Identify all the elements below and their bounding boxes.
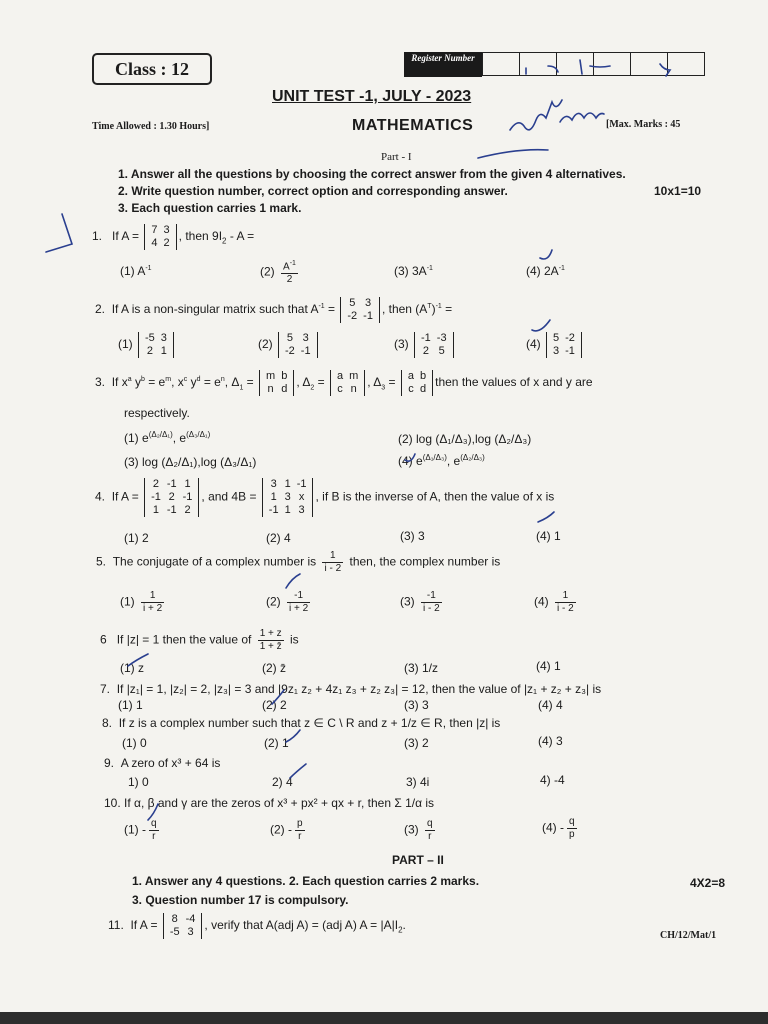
question-7: 7. If |z₁| = 1, |z₂| = 2, |z₃| = 3 and |9z₁ z₂ + 4z₁ z₃ + z₂ z₃| = 12, then the value of |z₁ + z₂ + z₃| is — [100, 682, 602, 696]
q8-option-2[interactable]: (2) 1 — [264, 736, 289, 750]
matrix: 3 1 -1 1 3 x -1 1 3 — [262, 478, 314, 517]
part-2-instruction-2: 3. Question number 17 is compulsory. — [132, 893, 349, 907]
q1-option-3[interactable]: (3) $3A^{-1}$ — [394, 264, 433, 278]
q9-option-2[interactable]: 2) 4 — [272, 775, 293, 789]
max-marks: [Max. Marks : 45 — [606, 119, 681, 130]
q6-option-4[interactable]: (4) 1 — [536, 659, 561, 673]
q6-option-2[interactable]: (2) z̄ — [262, 661, 286, 675]
part-2-heading: PART – II — [392, 853, 444, 867]
q8-option-1[interactable]: (1) 0 — [122, 736, 147, 750]
tick-q1 — [540, 250, 552, 259]
part-2-instruction-1: 1. Answer any 4 questions. 2. Each question carries 2 marks. — [132, 874, 480, 888]
register-digit-box[interactable] — [631, 52, 668, 76]
question-9: 9. A zero of x³ + 64 is — [104, 756, 221, 770]
instruction-3: 3. Each question carries 1 mark. — [118, 201, 302, 215]
q7-option-2[interactable]: (2) 2 — [262, 698, 287, 712]
signature-scribble — [510, 100, 562, 130]
q7-option-4[interactable]: (4) 4 — [538, 698, 563, 712]
matrix: 7 3 4 2 — [144, 224, 176, 250]
part-1-heading: Part - I — [381, 151, 412, 163]
question-5: 5. The conjugate of a complex number is $\frac{1}{i - 2}$ then, the complex number is — [96, 550, 501, 574]
q3-option-1[interactable]: (1) $e^{(\Delta_2/\Delta_1)}$, $e^{(\Delta_3/\Delta_1)}$ — [124, 430, 211, 445]
question-10: 10. If α, β and γ are the zeros of x³ + px² + qx + r, then Σ 1/α is — [104, 796, 435, 810]
page-bottom-edge — [0, 1012, 768, 1024]
question-8: 8. If z is a complex number such that z ∈ C \ R and z + 1/z ∈ R, then |z| is — [102, 716, 501, 730]
matrix: 2 -1 1 -1 2 -1 1 -1 2 — [144, 478, 199, 517]
q7-option-1[interactable]: (1) 1 — [118, 698, 143, 712]
question-6: 6 If |z| = 1 then the value of $\frac{1 + z}{1 + z̄}$ is — [100, 628, 299, 652]
q1-option-1[interactable]: (1) $A^{-1}$ — [120, 264, 152, 278]
q8-option-4[interactable]: (4) 3 — [538, 734, 563, 748]
register-digit-box[interactable] — [668, 52, 705, 76]
check-mark-margin — [46, 214, 72, 252]
q10-option-1[interactable]: (1) - $\frac{q}{r}$ — [124, 818, 157, 842]
question-4: 4. If A = 2 -1 1 -1 2 -1 1 -1 2 , and 4B = 3 1 -1 1 3 x -1 1 3 , if B is the inverse of A, then the value of x is — [95, 478, 555, 516]
class-label: Class : 12 — [92, 53, 212, 85]
q3-option-4[interactable]: (4) $e^{(\Delta_1/\Delta_3)}$, $e^{(\Delta_2/\Delta_3)}$ — [398, 453, 485, 468]
question-1: 1. If A = 7 3 4 2 , then $9I_2$ - A = — [92, 224, 255, 249]
tick-q2 — [532, 320, 550, 331]
q10-option-3[interactable]: (3) $\frac{q}{r}$ — [404, 818, 433, 842]
register-digit-box[interactable] — [594, 52, 631, 76]
q7-option-3[interactable]: (3) 3 — [404, 698, 429, 712]
signature-scribble — [560, 113, 604, 122]
q8-option-3[interactable]: (3) 2 — [404, 736, 429, 750]
register-number-boxes — [482, 52, 705, 76]
q2-option-2[interactable]: (2) 5 3 -2 -1 — [258, 332, 320, 358]
signature-underline — [478, 150, 548, 158]
q4-option-2[interactable]: (2) 4 — [266, 531, 291, 545]
q6-option-3[interactable]: (3) 1/z — [404, 661, 439, 675]
instruction-2: 2. Write question number, correct option and corresponding answer. — [118, 184, 508, 198]
register-digit-box[interactable] — [557, 52, 594, 76]
q2-option-4[interactable]: (4) 5 -2 3 -1 — [526, 332, 584, 358]
q9-option-4[interactable]: 4) -4 — [540, 773, 565, 787]
tick-q5 — [286, 574, 300, 588]
q5-option-4[interactable]: (4) $\frac{1}{i - 2}$ — [534, 590, 574, 614]
q5-option-1[interactable]: (1) $\frac{1}{i + 2}$ — [120, 590, 163, 614]
instruction-1: 1. Answer all the questions by choosing the correct answer from the given 4 alternatives. — [118, 167, 626, 181]
question-3-cont: respectively. — [124, 406, 190, 420]
q9-option-1[interactable]: 1) 0 — [128, 775, 149, 789]
q10-option-2[interactable]: (2) - $\frac{p}{r}$ — [270, 818, 303, 842]
q4-option-1[interactable]: (1) 2 — [124, 531, 149, 545]
page-code: CH/12/Mat/1 — [660, 930, 717, 941]
register-number-label: Register Number — [404, 52, 482, 77]
register-digit-box[interactable] — [520, 52, 557, 76]
register-digit-box[interactable] — [482, 52, 520, 76]
q5-option-2[interactable]: (2) $\frac{-1}{i + 2}$ — [266, 590, 309, 614]
matrix: 5 3 -2 -1 — [340, 297, 380, 323]
q4-option-4[interactable]: (4) 1 — [536, 529, 561, 543]
question-3: 3. If $x^a$ $y^b = e^m$, $x^c$ $y^d = e^n$, $\Delta_1$ = m b n d , $\Delta_2$ = a m c n , $\Delta_3$ = a b c d then the values of x and y are — [95, 370, 593, 395]
part-2-marks: 4X2=8 — [690, 876, 726, 890]
q2-option-3[interactable]: (3) -1 -3 2 5 — [394, 332, 456, 358]
test-title: UNIT TEST -1, JULY - 2023 — [272, 88, 472, 105]
question-11: 11. If A = 8 -4 -5 3 , verify that A(adj A) = (adj A) $A = |A|I_2$. — [108, 913, 406, 938]
q5-option-3[interactable]: (3) $\frac{-1}{i - 2}$ — [400, 590, 440, 614]
q3-option-2[interactable]: (2) log (Δ₁/Δ₃),log (Δ₂/Δ₃) — [398, 432, 532, 446]
q2-option-1[interactable]: (1) -5 3 2 1 — [118, 332, 176, 358]
q4-option-3[interactable]: (3) 3 — [400, 529, 425, 543]
q10-option-4[interactable]: (4) - $\frac{q}{p}$ — [542, 816, 575, 840]
question-2: 2. If A is a non-singular matrix such that $A^{-1}$ = 5 3 -2 -1 , then $(A^T)^{-1}$ = — [95, 297, 453, 322]
q6-option-1[interactable]: (1) z — [120, 661, 144, 675]
q1-option-2[interactable]: (2) $\frac{A^{-1}}{2}$ — [260, 260, 296, 286]
time-allowed: Time Allowed : 1.30 Hours] — [92, 121, 210, 132]
q3-option-3[interactable]: (3) log (Δ₂/Δ₁),log (Δ₃/Δ₁) — [124, 455, 257, 469]
part-1-marks: 10x1=10 — [654, 184, 702, 198]
q9-option-3[interactable]: 3) 4i — [406, 775, 430, 789]
q1-option-4[interactable]: (4) $2A^{-1}$ — [526, 264, 565, 278]
subject-title: MATHEMATICS — [352, 117, 474, 134]
